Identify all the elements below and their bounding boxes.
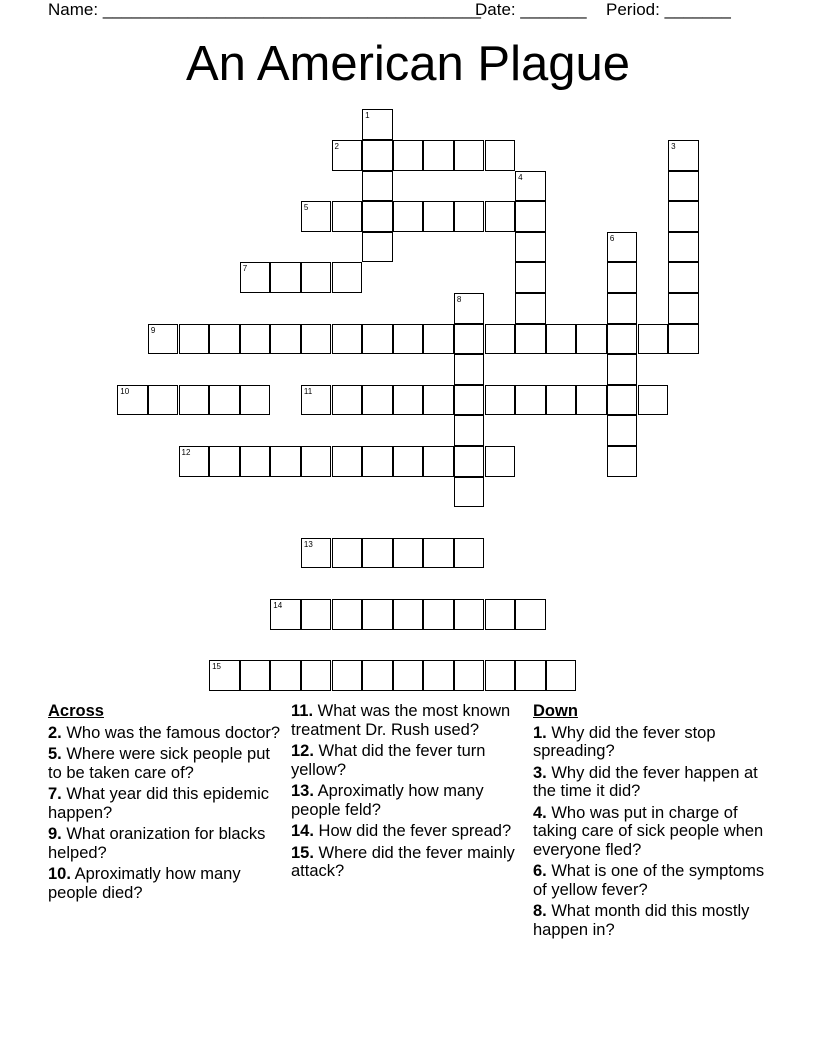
across-clues-column-1: [48, 702, 284, 905]
grid-cell[interactable]: [454, 477, 485, 508]
grid-cell[interactable]: [332, 660, 363, 691]
grid-cell[interactable]: [270, 262, 301, 293]
clue-number-label: 7.: [48, 785, 62, 803]
grid-cell[interactable]: [546, 385, 577, 416]
grid-cell[interactable]: [301, 262, 332, 293]
grid-cell[interactable]: [485, 385, 516, 416]
grid-cell[interactable]: [240, 324, 271, 355]
grid-cell[interactable]: [546, 324, 577, 355]
grid-cell[interactable]: [668, 140, 699, 171]
clue-number: 14: [273, 601, 283, 610]
grid-cell[interactable]: [454, 538, 485, 569]
grid-cell[interactable]: [515, 201, 546, 232]
clue-text: Why did the fever happen at the time it did?: [533, 763, 758, 800]
clue-text: What did the fever turn yellow?: [291, 742, 486, 779]
clue-text: Who was put in charge of taking care of sick people when everyone fled?: [533, 803, 764, 859]
grid-cell[interactable]: [270, 446, 301, 477]
grid-cell[interactable]: [607, 262, 638, 293]
grid-cell[interactable]: [179, 324, 210, 355]
clue-text: Aproximatly how many people feld?: [291, 782, 484, 819]
grid-cell[interactable]: [454, 415, 485, 446]
grid-cell[interactable]: [454, 140, 485, 171]
grid-cell[interactable]: [423, 201, 454, 232]
grid-cell[interactable]: [209, 324, 240, 355]
grid-cell[interactable]: [240, 262, 271, 293]
grid-cell[interactable]: [393, 538, 424, 569]
grid-cell[interactable]: [117, 385, 148, 416]
grid-cell[interactable]: [362, 538, 393, 569]
clue-number: 4: [518, 172, 523, 182]
grid-cell[interactable]: [638, 324, 669, 355]
clue-number-label: 14.: [291, 822, 314, 840]
grid-cell[interactable]: [393, 660, 424, 691]
grid-cell[interactable]: [332, 385, 363, 416]
grid-cell[interactable]: [423, 538, 454, 569]
grid-cell[interactable]: [668, 262, 699, 293]
clue-text: What is one of the symptoms of yellow fever?: [533, 862, 765, 899]
clue-number-label: 15.: [291, 843, 314, 862]
clue-number: 9: [150, 325, 156, 335]
name-label: Name:: [48, 0, 99, 19]
clue-text: What year did this epidemic happen?: [48, 785, 270, 822]
grid-cell[interactable]: [301, 201, 332, 232]
clue-number: 11: [303, 386, 313, 396]
grid-cell[interactable]: [270, 660, 301, 691]
grid-cell[interactable]: [362, 446, 393, 477]
clue-number: 3: [671, 142, 676, 151]
grid-cell[interactable]: [515, 262, 546, 293]
grid-cell[interactable]: [423, 324, 454, 355]
grid-cell[interactable]: [485, 201, 516, 232]
across-clue: [291, 844, 527, 881]
clue-number-label: 6.: [533, 862, 547, 880]
clue-number: 12: [181, 448, 191, 457]
grid-cell[interactable]: [423, 599, 454, 630]
clue-text: Where were sick people put to be taken care of?: [48, 745, 270, 782]
grid-cell[interactable]: [362, 385, 393, 416]
across-clue: [48, 865, 284, 902]
grid-cell[interactable]: [393, 140, 424, 171]
grid-cell[interactable]: [362, 599, 393, 630]
grid-cell[interactable]: [148, 324, 179, 355]
clue-number-label: 5.: [48, 745, 62, 763]
grid-cell[interactable]: [546, 660, 577, 691]
grid-cell[interactable]: [485, 660, 516, 691]
down-clue: [533, 902, 769, 939]
clue-number: 13: [303, 539, 313, 549]
grid-cell[interactable]: [668, 171, 699, 202]
grid-cell[interactable]: [393, 385, 424, 416]
grid-cell[interactable]: [332, 599, 363, 630]
clue-number-label: 13.: [291, 782, 314, 800]
clue-number: 15: [212, 662, 221, 672]
grid-cell[interactable]: [515, 171, 546, 202]
grid-cell[interactable]: [607, 324, 638, 355]
across-clues-column-2: [291, 702, 527, 884]
clue-text: Where did the fever mainly attack?: [291, 843, 515, 880]
grid-cell[interactable]: [240, 385, 271, 416]
clue-number-label: 8.: [533, 902, 547, 920]
grid-cell[interactable]: [301, 385, 332, 416]
grid-cell[interactable]: [209, 385, 240, 416]
clue-text: How did the fever spread?: [313, 822, 512, 840]
clue-number-label: 3.: [533, 763, 547, 782]
grid-cell[interactable]: [607, 293, 638, 324]
grid-cell[interactable]: [301, 660, 332, 691]
page-title: An American Plague: [186, 37, 630, 91]
clue-text: What month did this mostly happen in?: [533, 902, 750, 939]
grid-cell[interactable]: [607, 415, 638, 446]
period-blank: _______: [664, 0, 731, 19]
grid-cell[interactable]: [179, 385, 210, 416]
across-clue: [48, 724, 284, 743]
grid-cell[interactable]: [148, 385, 179, 416]
grid-cell[interactable]: [454, 660, 485, 691]
grid-cell[interactable]: [362, 201, 393, 232]
across-clue: [291, 822, 527, 841]
clue-number: 5: [303, 203, 309, 213]
grid-cell[interactable]: [454, 446, 485, 477]
grid-cell[interactable]: [240, 660, 271, 691]
grid-cell[interactable]: [423, 660, 454, 691]
grid-cell[interactable]: [668, 324, 699, 355]
grid-cell[interactable]: [209, 660, 240, 691]
clue-number: 10: [120, 386, 130, 396]
grid-cell[interactable]: [638, 385, 669, 416]
grid-cell[interactable]: [454, 201, 485, 232]
clue-number-label: 1.: [533, 723, 547, 742]
grid-cell[interactable]: [454, 385, 485, 416]
grid-cell[interactable]: [576, 385, 607, 416]
date-label: Date:: [475, 0, 516, 19]
grid-cell[interactable]: [515, 293, 546, 324]
grid-cell[interactable]: [485, 324, 516, 355]
across-clue: [48, 825, 284, 862]
grid-cell[interactable]: [393, 446, 424, 477]
across-clue: [291, 702, 527, 739]
grid-cell[interactable]: [362, 232, 393, 263]
grid-cell[interactable]: [576, 324, 607, 355]
grid-cell[interactable]: [270, 324, 301, 355]
grid-cell[interactable]: [668, 201, 699, 232]
clue-number: 6: [609, 233, 615, 243]
grid-cell[interactable]: [179, 446, 210, 477]
date-blank: _______: [520, 0, 587, 19]
grid-cell[interactable]: [362, 171, 393, 202]
grid-cell[interactable]: [607, 354, 638, 385]
clue-number: 1: [365, 111, 370, 121]
grid-cell[interactable]: [240, 446, 271, 477]
grid-cell[interactable]: [393, 201, 424, 232]
grid-cell[interactable]: [332, 538, 363, 569]
clue-number: 7: [242, 264, 248, 274]
grid-cell[interactable]: [332, 446, 363, 477]
grid-cell[interactable]: [332, 140, 363, 171]
grid-cell[interactable]: [301, 446, 332, 477]
period-label: Period:: [606, 0, 660, 19]
grid-cell[interactable]: [515, 385, 546, 416]
grid-cell[interactable]: [668, 232, 699, 263]
down-clue: [533, 724, 769, 761]
grid-cell[interactable]: [485, 599, 516, 630]
grid-cell[interactable]: [515, 324, 546, 355]
clue-number-label: 2.: [48, 723, 62, 742]
across-clue: [48, 745, 284, 782]
name-blank: ________________________________________: [102, 0, 481, 19]
grid-cell[interactable]: [454, 354, 485, 385]
grid-cell[interactable]: [423, 385, 454, 416]
grid-cell[interactable]: [423, 140, 454, 171]
grid-cell[interactable]: [454, 324, 485, 355]
down-clue: [533, 804, 769, 860]
grid-cell[interactable]: [515, 660, 546, 691]
down-heading: Down: [533, 702, 578, 720]
grid-cell[interactable]: [515, 599, 546, 630]
across-clue: [291, 782, 527, 819]
clue-number: 2: [334, 142, 339, 151]
grid-cell[interactable]: [423, 446, 454, 477]
grid-cell[interactable]: [362, 140, 393, 171]
across-heading: Across: [48, 702, 104, 720]
clue-number-label: 12.: [291, 742, 314, 760]
clue-text: What oranization for blacks helped?: [48, 825, 266, 862]
grid-cell[interactable]: [362, 109, 393, 140]
clue-text: Why did the fever stop spreading?: [533, 723, 716, 760]
across-clue: [291, 742, 527, 779]
grid-cell[interactable]: [454, 293, 485, 324]
down-clues-column: [533, 702, 769, 942]
grid-cell[interactable]: [485, 446, 516, 477]
grid-cell[interactable]: [393, 599, 424, 630]
clue-text: Who was the famous doctor?: [61, 723, 281, 742]
grid-cell[interactable]: [332, 324, 363, 355]
grid-cell[interactable]: [301, 599, 332, 630]
down-clue: [533, 862, 769, 899]
grid-cell[interactable]: [607, 446, 638, 477]
clue-number-label: 4.: [533, 803, 547, 822]
down-clue: [533, 764, 769, 801]
clue-text: Aproximatly how many people died?: [48, 865, 241, 902]
grid-cell[interactable]: [607, 385, 638, 416]
grid-cell[interactable]: [485, 140, 516, 171]
grid-cell[interactable]: [607, 232, 638, 263]
grid-cell[interactable]: [301, 324, 332, 355]
grid-cell[interactable]: [362, 324, 393, 355]
clue-text: What was the most known treatment Dr. Rush used?: [291, 702, 511, 739]
clue-number: 8: [456, 295, 462, 304]
grid-cell[interactable]: [454, 599, 485, 630]
grid-cell[interactable]: [393, 324, 424, 355]
grid-cell[interactable]: [332, 262, 363, 293]
grid-cell[interactable]: [362, 660, 393, 691]
clue-number-label: 10.: [48, 865, 71, 883]
across-clue: [48, 785, 284, 822]
grid-cell[interactable]: [209, 446, 240, 477]
grid-cell[interactable]: [515, 232, 546, 263]
clue-number-label: 9.: [48, 825, 62, 843]
grid-cell[interactable]: [668, 293, 699, 324]
grid-cell[interactable]: [332, 201, 363, 232]
grid-cell[interactable]: [301, 538, 332, 569]
grid-cell[interactable]: [270, 599, 301, 630]
clue-number-label: 11.: [291, 702, 314, 720]
